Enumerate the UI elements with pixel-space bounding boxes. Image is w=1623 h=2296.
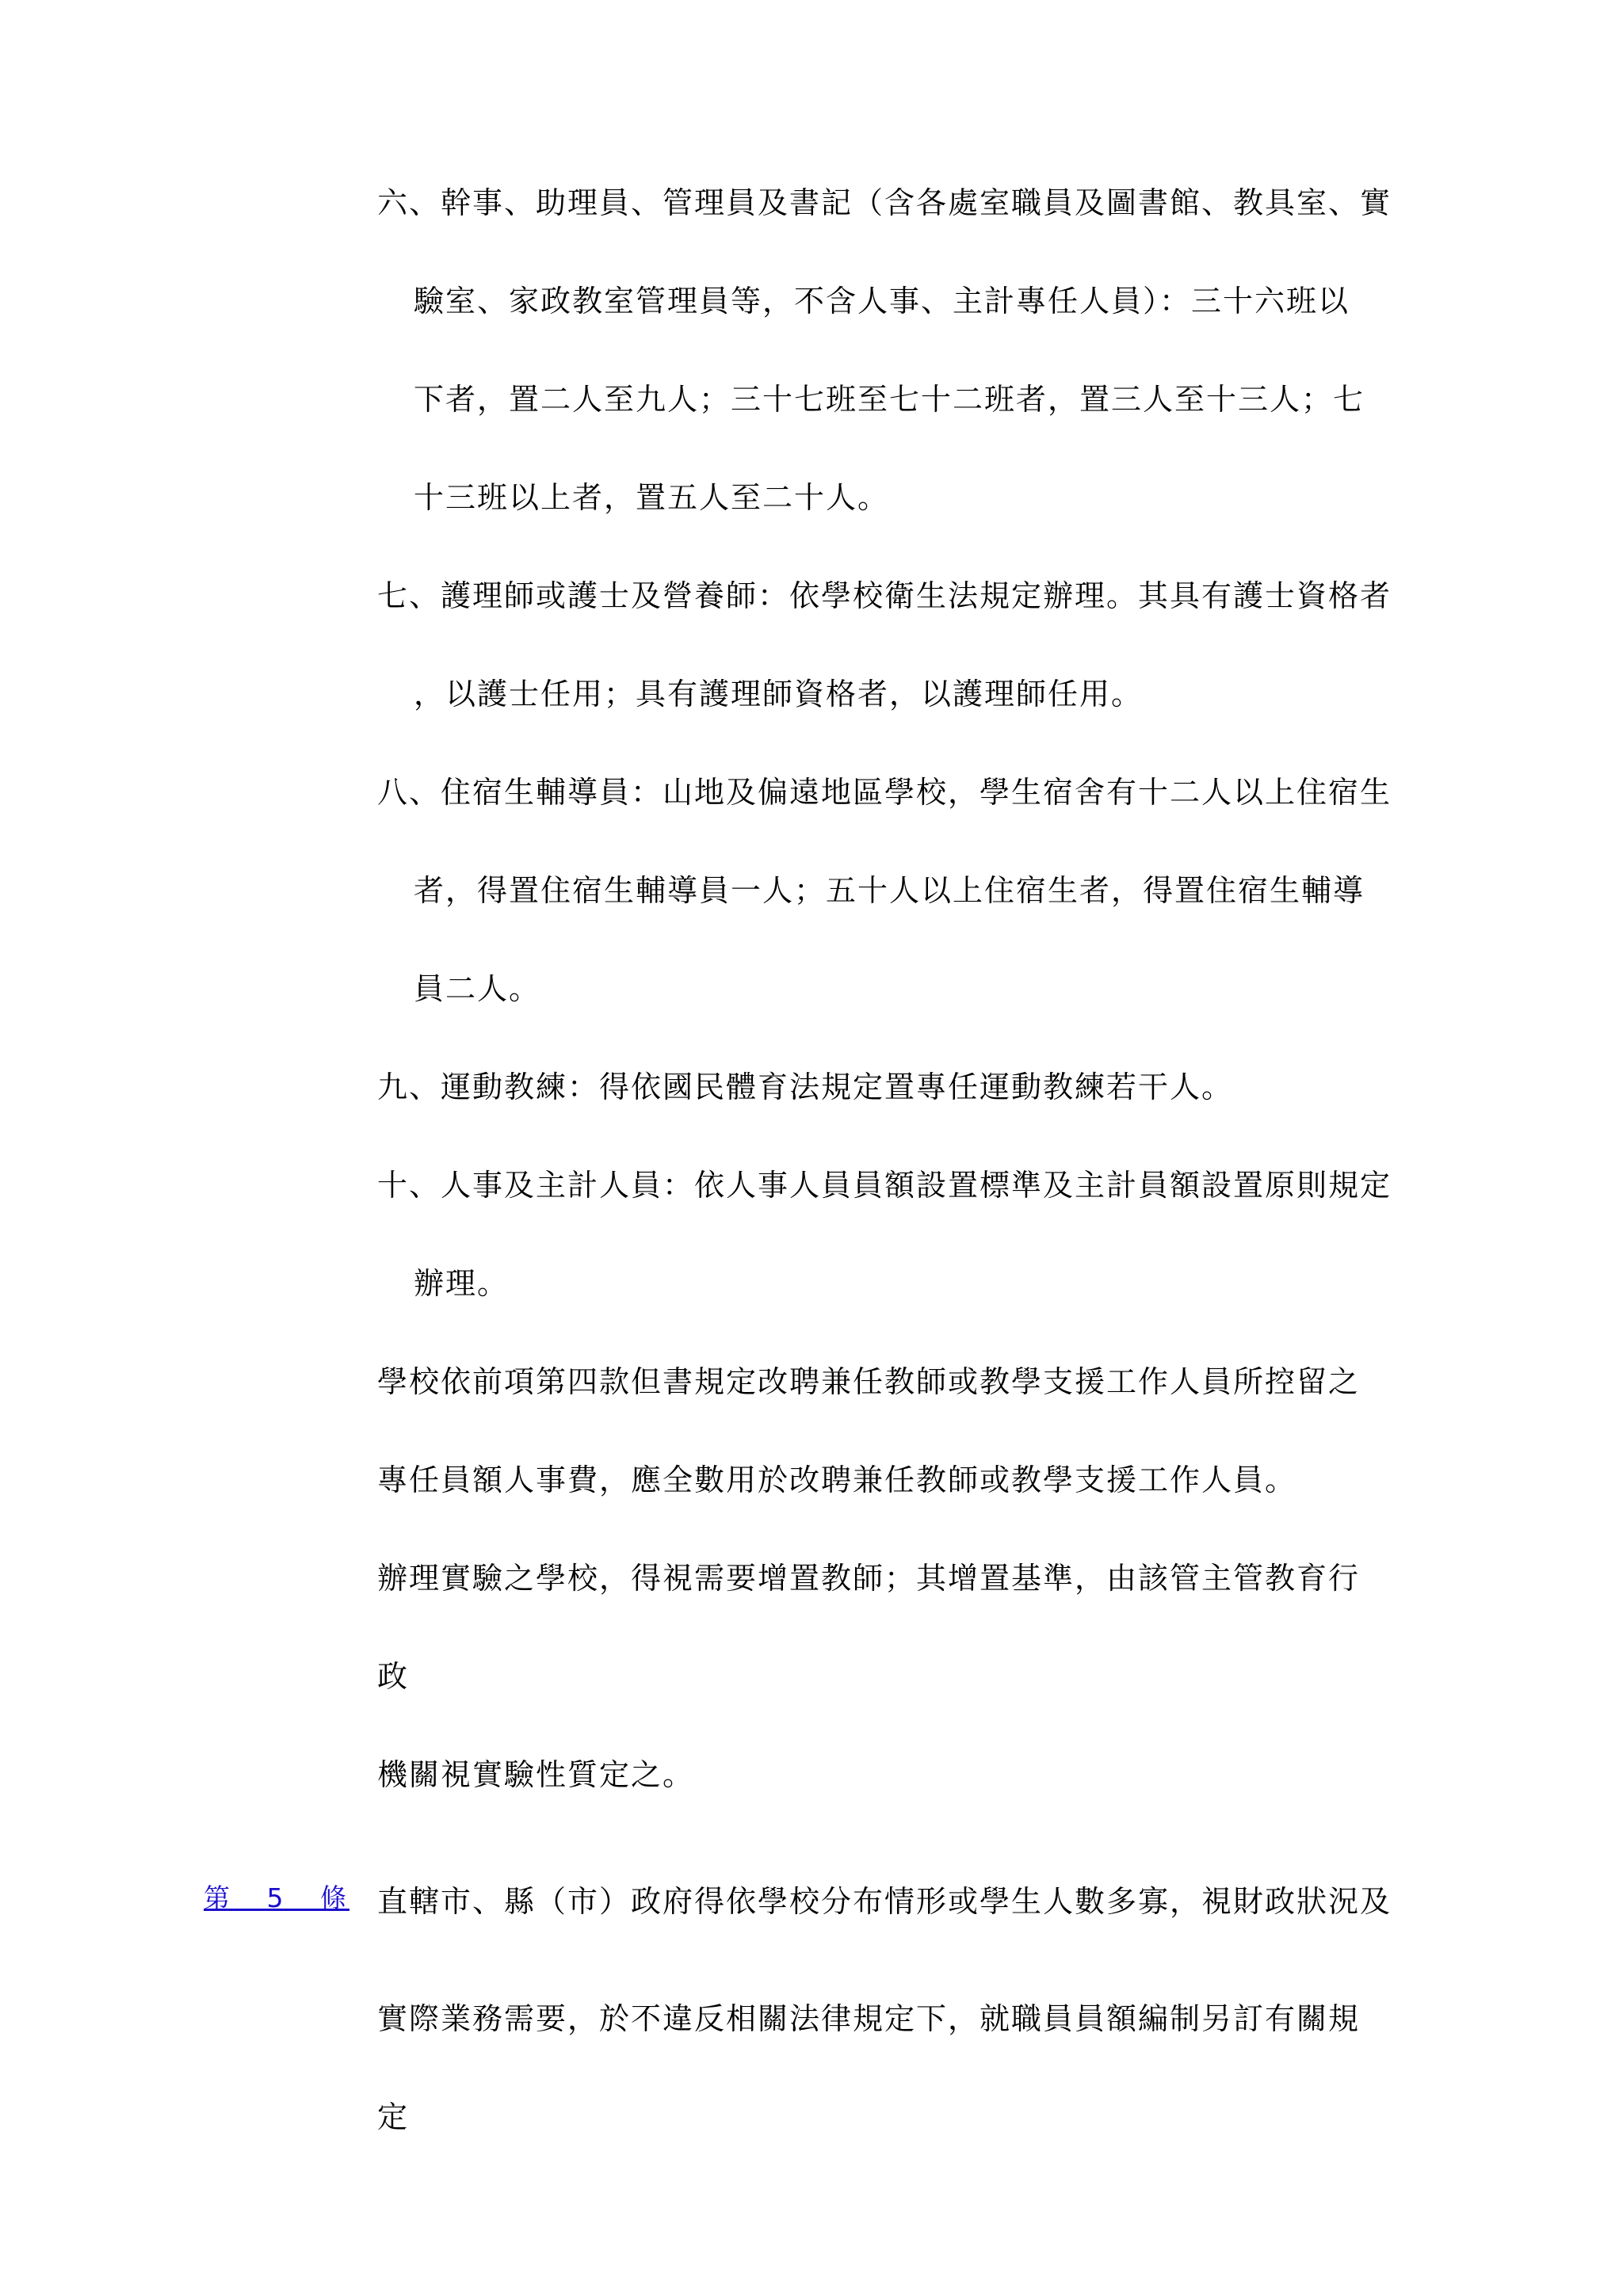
item-6-line-4: 十三班以上者，置五人至二十人。 (414, 480, 890, 515)
article-5-line-3: 定 (377, 2100, 410, 2134)
paragraph-3-line-3: 機關視實驗性質定之。 (377, 1757, 695, 1792)
paragraph-3-line-1: 辦理實驗之學校，得視需要增置教師；其增置基準，由該管主管教育行 (377, 1561, 1361, 1596)
item-10-line-2: 辦理。 (414, 1266, 510, 1301)
paragraph-3-line-2: 政 (377, 1659, 410, 1694)
item-8-line-2: 者，得置住宿生輔導員一人；五十人以上住宿生者，得置住宿生輔導 (414, 873, 1365, 908)
article-5-line-1: 直轄市、縣（市）政府得依學校分布情形或學生人數多寡，視財政狀況及 (377, 1884, 1392, 1919)
item-8-line-3: 員二人。 (414, 971, 541, 1006)
item-6-line-2: 驗室、家政教室管理員等，不含人事、主計專任人員）：三十六班以 (414, 284, 1350, 318)
article-5-link[interactable]: 第 5 條 (204, 1882, 349, 1913)
item-7-line-1: 七、護理師或護士及營養師：依學校衛生法規定辦理。其具有護士資格者 (377, 578, 1392, 613)
paragraph-2-line-1: 學校依前項第四款但書規定改聘兼任教師或教學支援工作人員所控留之 (377, 1364, 1361, 1399)
item-7-line-2: ，以護士任用；具有護理師資格者，以護理師任用。 (414, 677, 1144, 711)
item-8-line-1: 八、住宿生輔導員：山地及偏遠地區學校，學生宿舍有十二人以上住宿生 (377, 775, 1392, 810)
item-10-line-1: 十、人事及主計人員：依人事人員員額設置標準及主計員額設置原則規定 (377, 1168, 1392, 1203)
paragraph-2-line-2: 專任員額人事費，應全數用於改聘兼任教師或教學支援工作人員。 (377, 1463, 1297, 1497)
item-9-line-1: 九、運動教練：得依國民體育法規定置專任運動教練若干人。 (377, 1070, 1234, 1104)
item-6-line-1: 六、幹事、助理員、管理員及書記（含各處室職員及圖書館、教具室、實 (377, 185, 1392, 220)
article-5-line-2: 實際業務需要，於不違反相關法律規定下，就職員員額編制另訂有關規 (377, 2001, 1361, 2036)
item-6-line-3: 下者，置二人至九人；三十七班至七十二班者，置三人至十三人；七 (414, 382, 1365, 417)
